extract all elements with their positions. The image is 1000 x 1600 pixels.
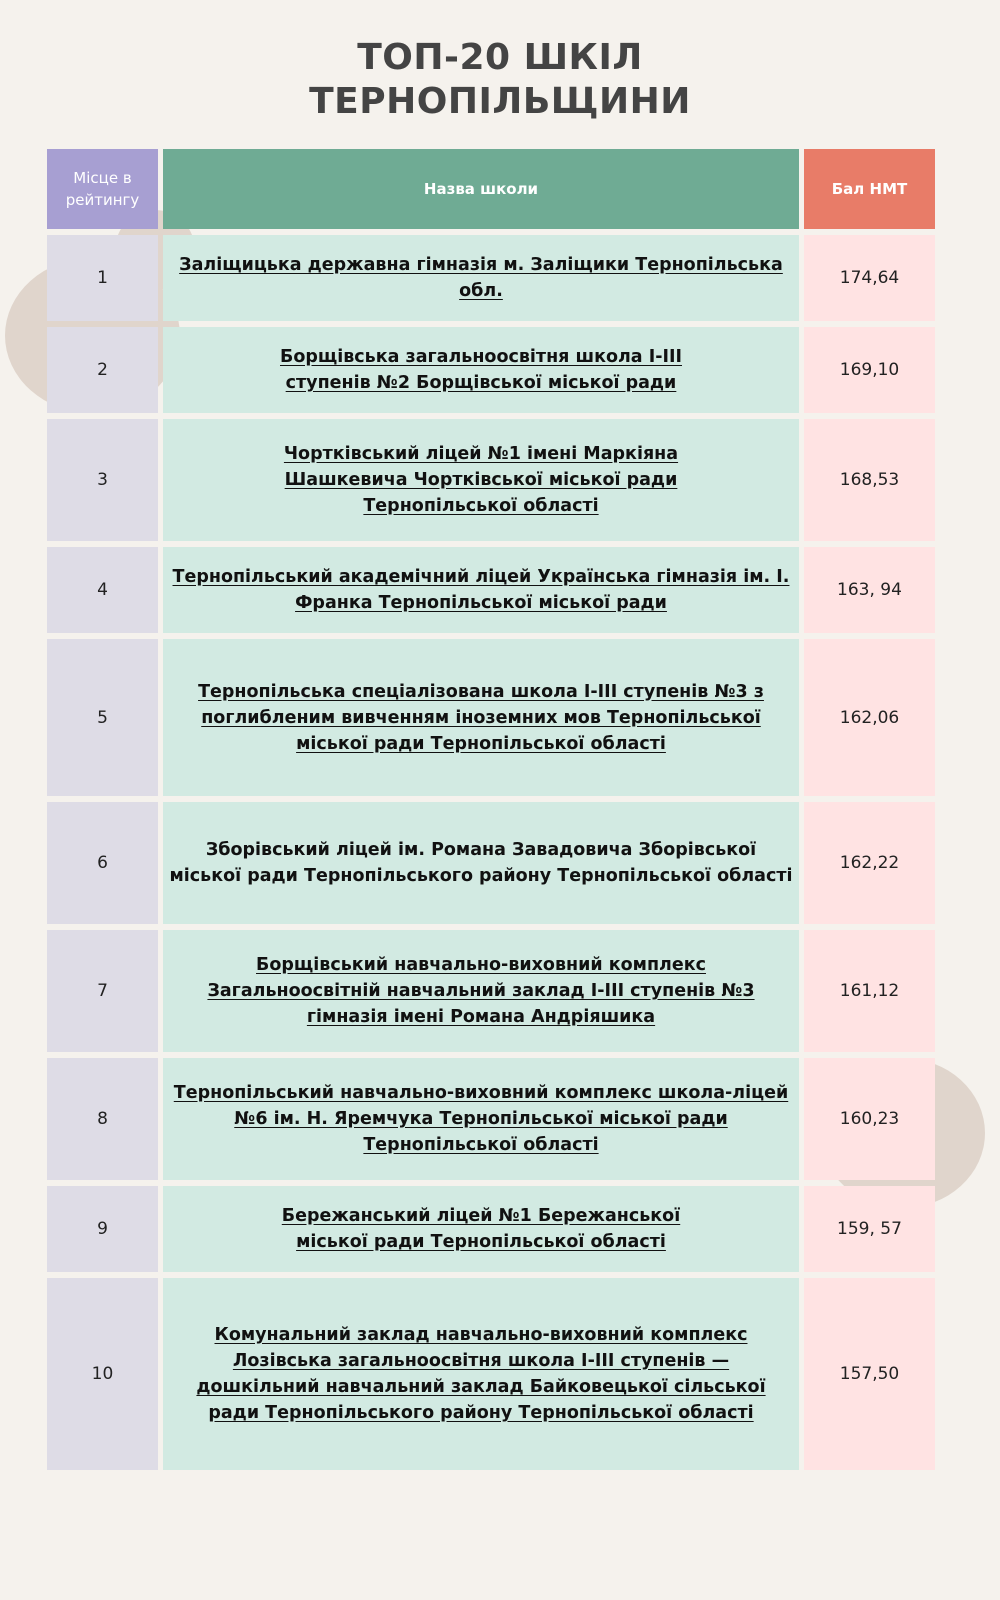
school-link[interactable]: Тернопільська спеціалізована школа І-ІІІ ступенів №3 з поглибленим вивченням іноземних мов Тернопільської міської ради Тернопільської області — [198, 681, 764, 754]
rank-cell: 7 — [47, 930, 158, 1052]
score-cell: 174,64 — [804, 235, 935, 321]
score-cell: 161,12 — [804, 930, 935, 1052]
rank-cell: 10 — [47, 1278, 158, 1470]
school-cell — [163, 419, 799, 541]
school-link[interactable]: Борщівська загальноосвітня школа І-ІІІ ступенів №2 Борщівської міської ради — [280, 347, 682, 393]
school-link[interactable]: Борщівський навчально-виховний комплекс Загальноосвітній навчальний заклад І-ІІІ ступенів №3 гімназія імені Романа Андріяшика — [207, 955, 755, 1027]
school-link[interactable]: Заліщицька державна гімназія м. Заліщики Тернопільська обл. — [179, 255, 783, 301]
rank-cell: 2 — [47, 327, 158, 413]
score-cell: 160,23 — [804, 1058, 935, 1180]
rank-cell: 3 — [47, 419, 158, 541]
rank-cell: 5 — [47, 639, 158, 796]
table-row — [47, 1058, 935, 1180]
table-row — [47, 327, 935, 413]
table-row — [47, 419, 935, 541]
rank-cell: 8 — [47, 1058, 158, 1180]
school-cell — [163, 1186, 799, 1272]
school-link[interactable]: Чортківський ліцей №1 імені Маркіяна Шашкевича Чортківської міської ради Тернопільської області — [283, 444, 679, 516]
rank-cell: 4 — [47, 547, 158, 633]
table-row — [47, 639, 935, 796]
header-score: Бал НМТ — [804, 149, 935, 229]
table-row — [47, 547, 935, 633]
title-line-2: ТЕРНОПІЛЬЩИНИ — [309, 81, 691, 122]
rank-cell: 6 — [47, 802, 158, 924]
score-cell: 162,06 — [804, 639, 935, 796]
header-school: Назва школи — [163, 149, 799, 229]
table-header-row — [47, 149, 935, 229]
score-cell: 163, 94 — [804, 547, 935, 633]
table-row — [47, 930, 935, 1052]
table-row — [47, 1186, 935, 1272]
score-cell: 162,22 — [804, 802, 935, 924]
header-rank: Місце в рейтингу — [47, 149, 158, 229]
table-row — [47, 1278, 935, 1470]
table-row — [47, 802, 935, 924]
page-title — [0, 36, 1000, 124]
table-row — [47, 235, 935, 321]
school-cell — [163, 547, 799, 633]
score-cell: 157,50 — [804, 1278, 935, 1470]
school-link[interactable]: Тернопільський навчально-виховний комплекс школа-ліцей №6 ім. Н. Яремчука Тернопільської міської ради Тернопільської області — [173, 1083, 789, 1155]
school-link[interactable]: Бережанський ліцей №1 Бережанської міської ради Тернопільської області — [281, 1206, 681, 1252]
school-cell — [163, 235, 799, 321]
school-cell — [163, 327, 799, 413]
school-cell — [163, 639, 799, 796]
school-cell: Зборівський ліцей ім. Романа Завадовича Зборівської міської ради Тернопільського району Тернопільської області — [163, 802, 799, 924]
score-cell: 169,10 — [804, 327, 935, 413]
school-cell — [163, 1278, 799, 1470]
score-cell: 159, 57 — [804, 1186, 935, 1272]
school-cell — [163, 930, 799, 1052]
school-link[interactable]: Тернопільський академічний ліцей Українська гімназія ім. І. Франка Тернопільської міської ради — [172, 567, 790, 613]
score-cell: 168,53 — [804, 419, 935, 541]
ranking-table — [47, 149, 935, 1476]
school-cell — [163, 1058, 799, 1180]
title-line-1: ТОП-20 ШКІЛ — [357, 37, 643, 78]
school-link[interactable]: Комунальний заклад навчально-виховний комплекс Лозівська загальноосвітня школа І-ІІІ ступенів — дошкільний навчальний заклад Байковецької сільської ради Тернопільського району Тернопільської області — [196, 1325, 766, 1423]
rank-cell: 1 — [47, 235, 158, 321]
rank-cell: 9 — [47, 1186, 158, 1272]
